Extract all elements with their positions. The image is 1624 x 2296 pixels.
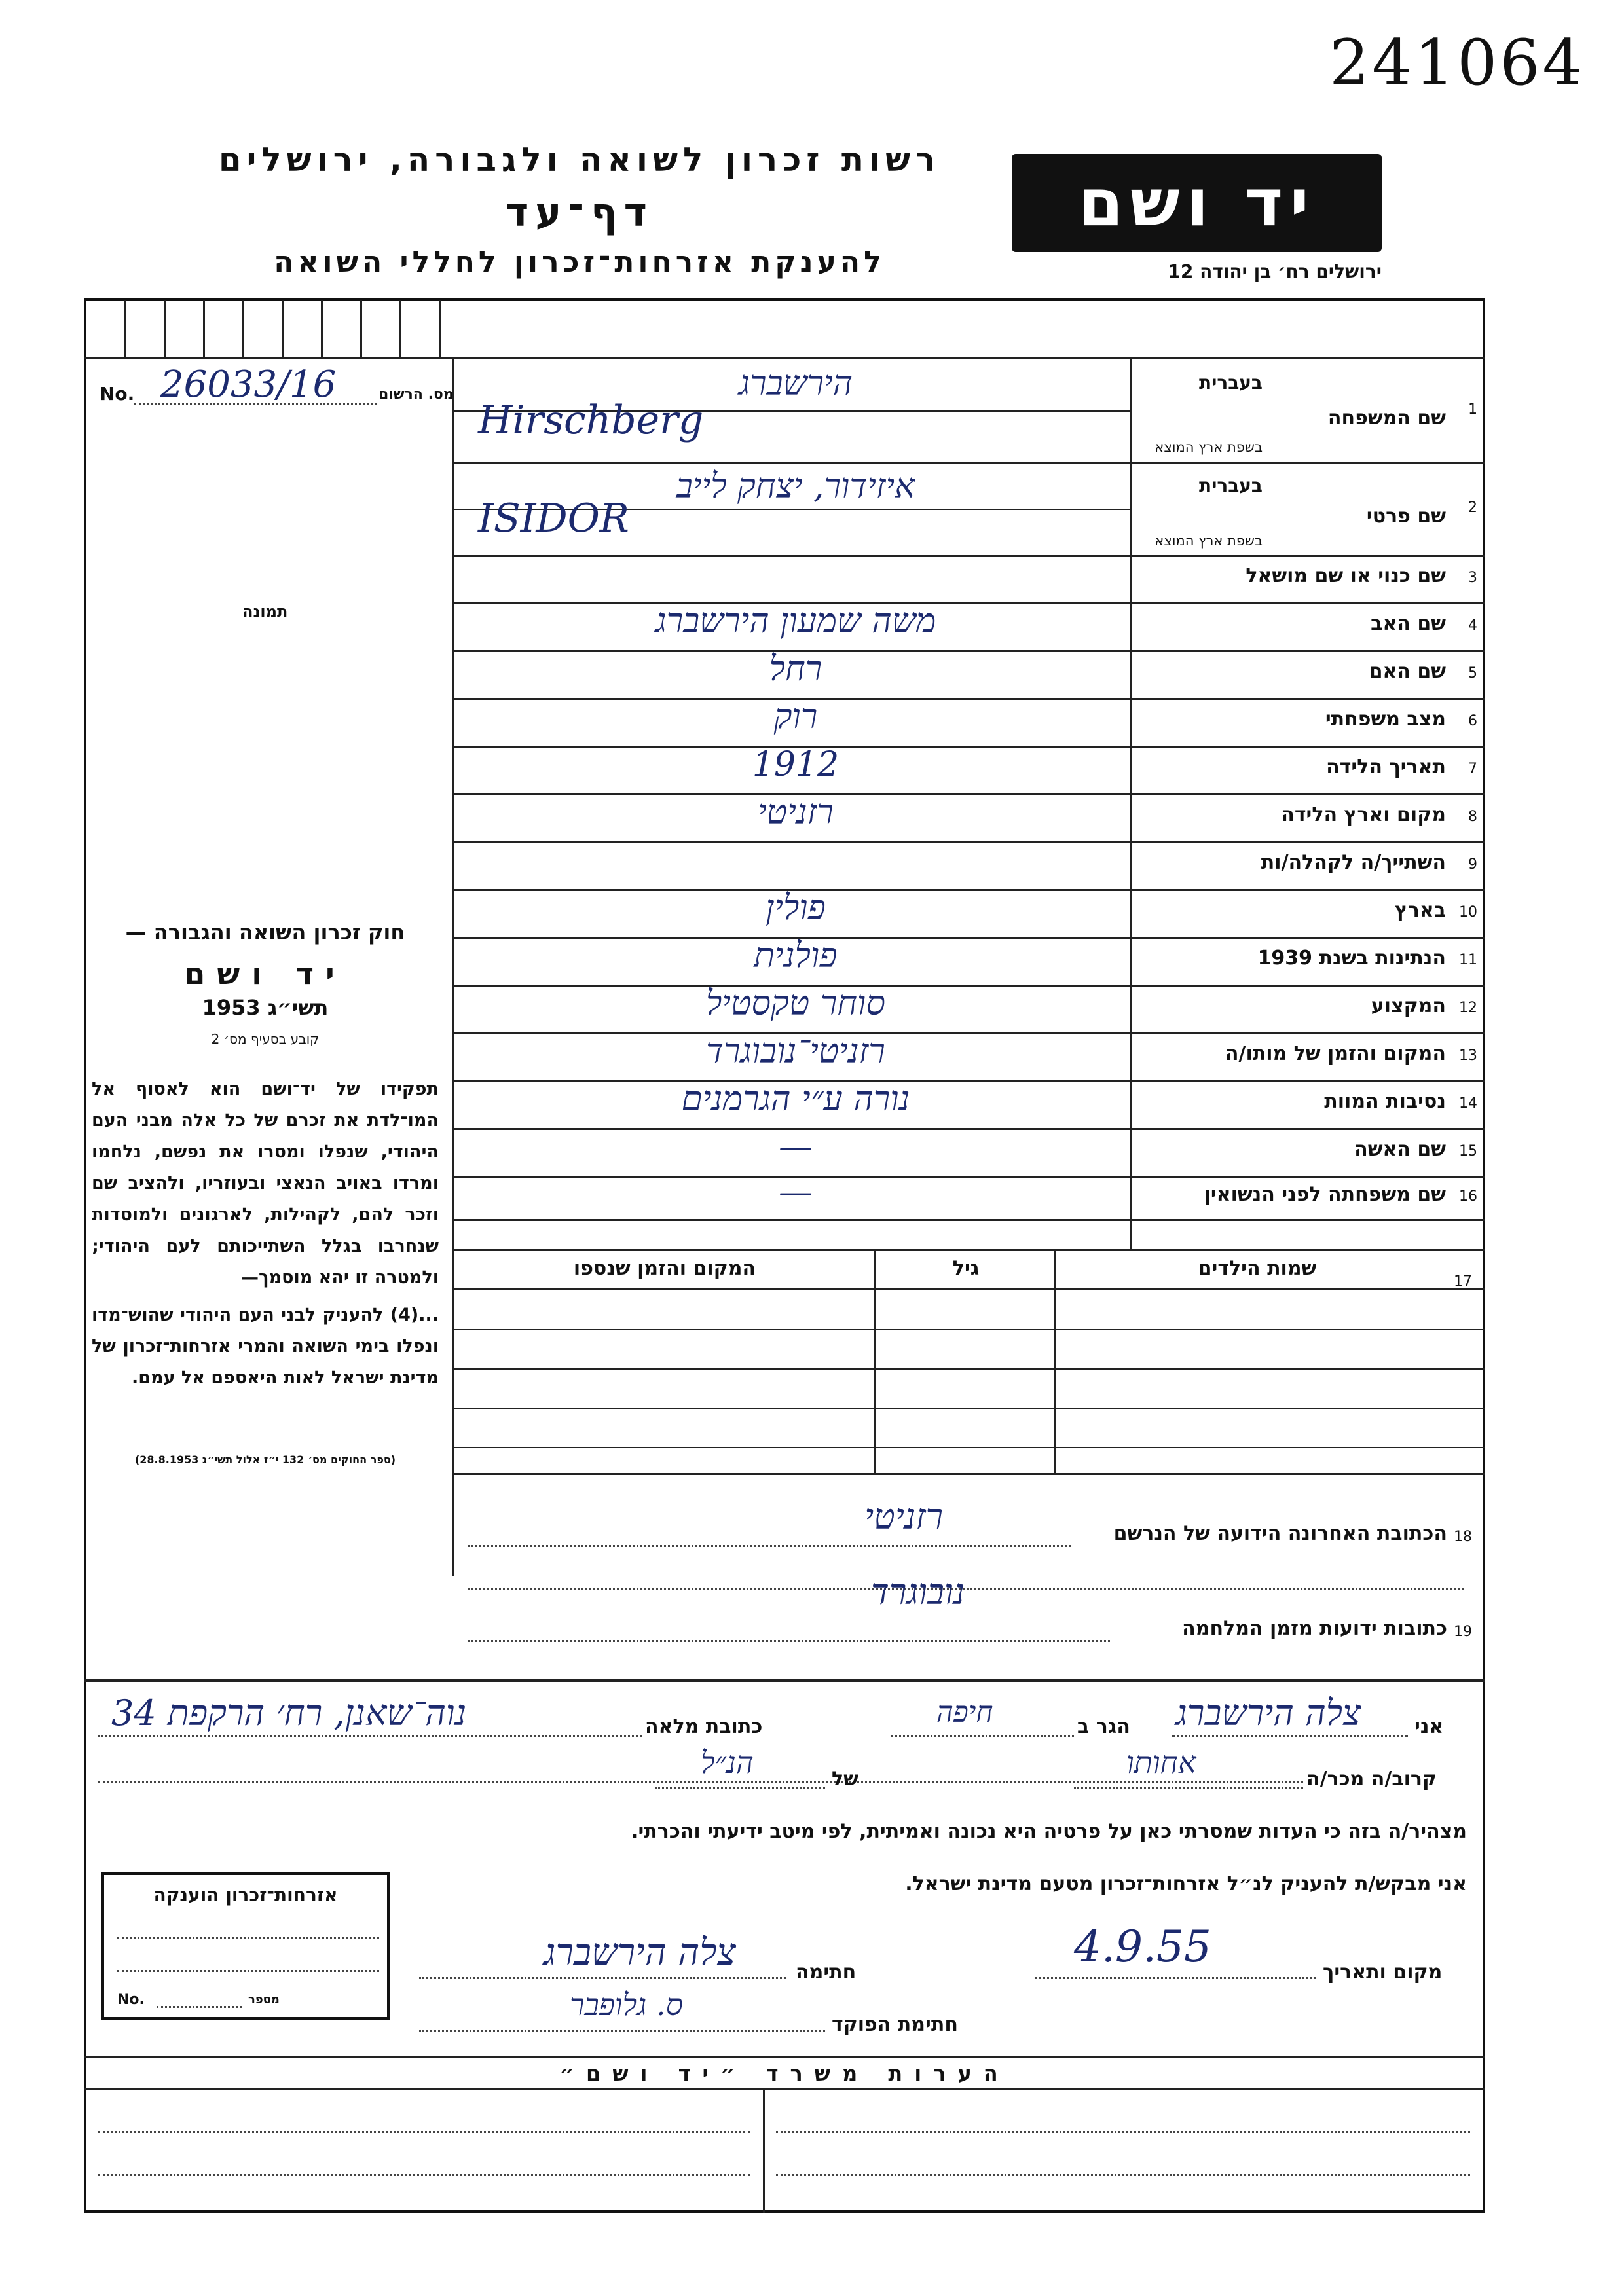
remarks-title: הערות משרד ״יד ושם״ <box>559 2061 1010 2086</box>
doc-title: דף־עד <box>506 190 654 236</box>
field-row <box>1132 698 1485 746</box>
field-number: 2 <box>1468 499 1477 516</box>
doc-purpose: להענקת אזרחות־זכרון לחללי השואה <box>274 246 885 279</box>
field-number: 1 <box>1468 401 1477 418</box>
field-label: המקום והזמן של מותו/ה <box>1225 1042 1446 1065</box>
field-label: מצב משפחתי <box>1325 707 1446 731</box>
of-label: של <box>832 1768 858 1791</box>
children-names-header: שמות הילדים <box>1198 1257 1317 1280</box>
law-name: יד ושם <box>184 956 346 991</box>
field-row <box>1132 841 1485 889</box>
q18-number: 18 <box>1454 1529 1472 1545</box>
field-label: נסיבות המוות <box>1324 1089 1446 1113</box>
field-value: פולנית <box>754 936 838 975</box>
field-label: שם פרטי <box>1366 504 1446 528</box>
declarant-name: צלה הירשברג <box>1175 1692 1361 1734</box>
field-number: 3 <box>1468 570 1477 586</box>
signature-label: חתימה <box>796 1961 857 1984</box>
declarant-city: חיפה <box>936 1696 993 1729</box>
q19-number: 19 <box>1454 1624 1472 1640</box>
q18-value: רזניטי <box>864 1496 944 1537</box>
field-value: רזניטי־נובוגרד <box>706 1031 885 1071</box>
relation-label: קרוב/ה מכר/ה <box>1306 1768 1437 1791</box>
org-title: רשות זכרון לשואה ולגבורה, ירושלים <box>218 141 941 179</box>
field-number: 14 <box>1459 1095 1477 1112</box>
law-ref: קובע בסעיף מס׳ 2 <box>211 1031 320 1047</box>
org-address: ירושלים רח׳ בן יהודה 12 <box>1168 261 1382 282</box>
citizenship-box-no: No. <box>117 1992 145 2008</box>
field-number: 15 <box>1459 1142 1477 1159</box>
law-footnote: (ספר החוקים מס׳ 132 י״ז אלול תשי״ג 28.8.1953) <box>134 1453 396 1466</box>
field-row <box>1132 937 1485 985</box>
field-number: 11 <box>1459 951 1477 968</box>
q19-value: נובוגרד <box>871 1571 965 1613</box>
field-hebrew-tag: בעברית <box>1198 475 1263 496</box>
field-value-origin: ISIDOR <box>478 495 629 541</box>
field-value: רוק <box>773 697 818 737</box>
citizenship-box-title: אזרחות־זכרון הוענקה <box>153 1884 338 1906</box>
logo-text: יד ושם <box>1078 164 1316 241</box>
field-label: שם כנוי או שם מושאל <box>1246 564 1446 587</box>
field-value: — <box>779 1173 813 1212</box>
field-label: השתייך/ה לקהלה/ות <box>1261 850 1446 874</box>
field-value: איזידור, יצחק לייב <box>676 467 915 506</box>
field-row <box>1132 462 1485 555</box>
law-title: חוק זכרון השואה והגבורה — <box>125 920 405 945</box>
field-value: רזניטי <box>758 792 834 832</box>
field-number: 4 <box>1468 617 1477 634</box>
field-label: שם האשה <box>1354 1137 1446 1161</box>
children-place-header: המקום והזמן שנספו <box>573 1257 756 1280</box>
field-label: שם האב <box>1371 611 1446 635</box>
law-paragraph-2: ...(4) להעניק לבני העם היהודי שהוש־מדו ונפלו בימי השואה והמרי אזרחות־זכרון של מדינת ישראל לאות היאספם אל עמם. <box>92 1305 439 1388</box>
officer-label: חתימת הפוקד <box>832 2013 958 2036</box>
q17-number: 17 <box>1454 1273 1472 1290</box>
citizenship-box <box>101 1872 390 2020</box>
field-row <box>1132 602 1485 650</box>
field-label: שם המשפחה <box>1327 406 1446 429</box>
field-value: הירשברג <box>738 364 853 403</box>
declarant-address: נוה־שאנן, רח׳ הרקפת 34 <box>111 1692 467 1734</box>
field-label: שם משפחתה לפני הנשואין <box>1204 1183 1446 1206</box>
field-origin-tag: בשפת ארץ המוצא <box>1154 533 1263 549</box>
field-label: המקצוע <box>1371 994 1446 1017</box>
field-row <box>1132 985 1485 1032</box>
field-value: משה שמעון הירשברג <box>655 601 936 641</box>
field-value: פולין <box>766 888 826 928</box>
stamp-number: 241064 <box>1329 26 1585 100</box>
field-hebrew-tag: בעברית <box>1198 372 1263 393</box>
field-row <box>1132 1032 1485 1080</box>
field-value: 1912 <box>752 744 840 784</box>
field-label: הנתינות בשנת 1939 <box>1257 946 1446 970</box>
field-row <box>1132 746 1485 793</box>
citizenship-box-mispar: מספר <box>248 1993 280 2007</box>
field-number: 13 <box>1459 1047 1477 1064</box>
q18-label: הכתובת האחרונה הידועה של הנרשם <box>1113 1522 1447 1545</box>
field-row <box>1132 1080 1485 1128</box>
children-age-header: גיל <box>952 1257 980 1280</box>
field-number: 8 <box>1468 808 1477 825</box>
field-label: מקום וארץ הלידה <box>1281 803 1446 826</box>
field-label: בארץ <box>1394 898 1446 922</box>
field-value: נורה ע״י הגרמנים <box>681 1079 910 1119</box>
officer-signature: ס. גלופבר <box>570 1987 683 2022</box>
field-row <box>1132 889 1485 937</box>
field-label: שם האם <box>1369 659 1446 683</box>
field-value-origin: Hirschberg <box>478 397 704 443</box>
of-value: הנ״ל <box>701 1745 754 1780</box>
field-number: 10 <box>1459 903 1477 920</box>
field-label: תאריך הלידה <box>1326 755 1446 778</box>
declarant-city-label: הגר ב <box>1077 1715 1130 1738</box>
field-row <box>1132 793 1485 841</box>
field-number: 6 <box>1468 712 1477 729</box>
declaration-2: אני מבקש/ת להעניק לנ״ל אזרחות־זכרון מטעם מדינת ישראל. <box>905 1872 1467 1895</box>
declaration-1: מצהיר/ה בזה כי העדות שמסרתי כאן על פרטיה היא נכונה ואמיתית, לפי מיטב ידיעתי והכרתי. <box>631 1820 1467 1843</box>
declarant-address-label: כתובת מלאה <box>645 1715 763 1738</box>
field-number: 16 <box>1459 1188 1477 1205</box>
photo-label: תמונה <box>242 602 288 621</box>
field-row <box>1132 555 1485 602</box>
field-row <box>1132 359 1485 462</box>
law-year: תשי״ג 1953 <box>202 995 329 1020</box>
reg-no-prefix: No. <box>100 383 135 405</box>
date-value: 4.9.55 <box>1074 1922 1211 1972</box>
q19-label: כתובות ידועות מזמן המלחמה <box>1182 1617 1447 1640</box>
law-paragraph-1: תפקידו של יד־ושם הוא לאסוף אל המו־לדת את זכרם של כל אלה מבני העם היהודי, שנפלו ומסרו את נפשם, נלחמו ומרדו באויב הנאצי ובעוזריו, ולהציב שם וזכר להם, לקהילות, לארגונים ולמוסדות שנחרבו בגלל השתייכותם לעם היהודי; ולמטרה זו יהא מוסמך— <box>92 1079 439 1288</box>
field-row <box>1132 650 1485 698</box>
field-origin-tag: בשפת ארץ המוצא <box>1154 439 1263 455</box>
signature: צלה הירשברג <box>544 1931 736 1974</box>
reg-label: מס. הרשום <box>378 386 454 403</box>
field-value: רחל <box>769 649 822 689</box>
field-value: סוחר טקסטיל <box>706 983 885 1023</box>
field-number: 5 <box>1468 665 1477 682</box>
relation-value: אחותו <box>1126 1745 1196 1780</box>
field-number: 9 <box>1468 856 1477 873</box>
field-number: 12 <box>1459 999 1477 1016</box>
field-row <box>1132 1128 1485 1176</box>
reg-number: 26033/16 <box>160 363 337 406</box>
field-row <box>1132 1176 1485 1219</box>
field-value: — <box>779 1127 813 1167</box>
field-number: 7 <box>1468 760 1477 777</box>
declarant-ani: אני <box>1414 1715 1444 1738</box>
place-date-label: מקום ותאריך <box>1323 1961 1443 1984</box>
yad-vashem-logo <box>1012 154 1382 252</box>
